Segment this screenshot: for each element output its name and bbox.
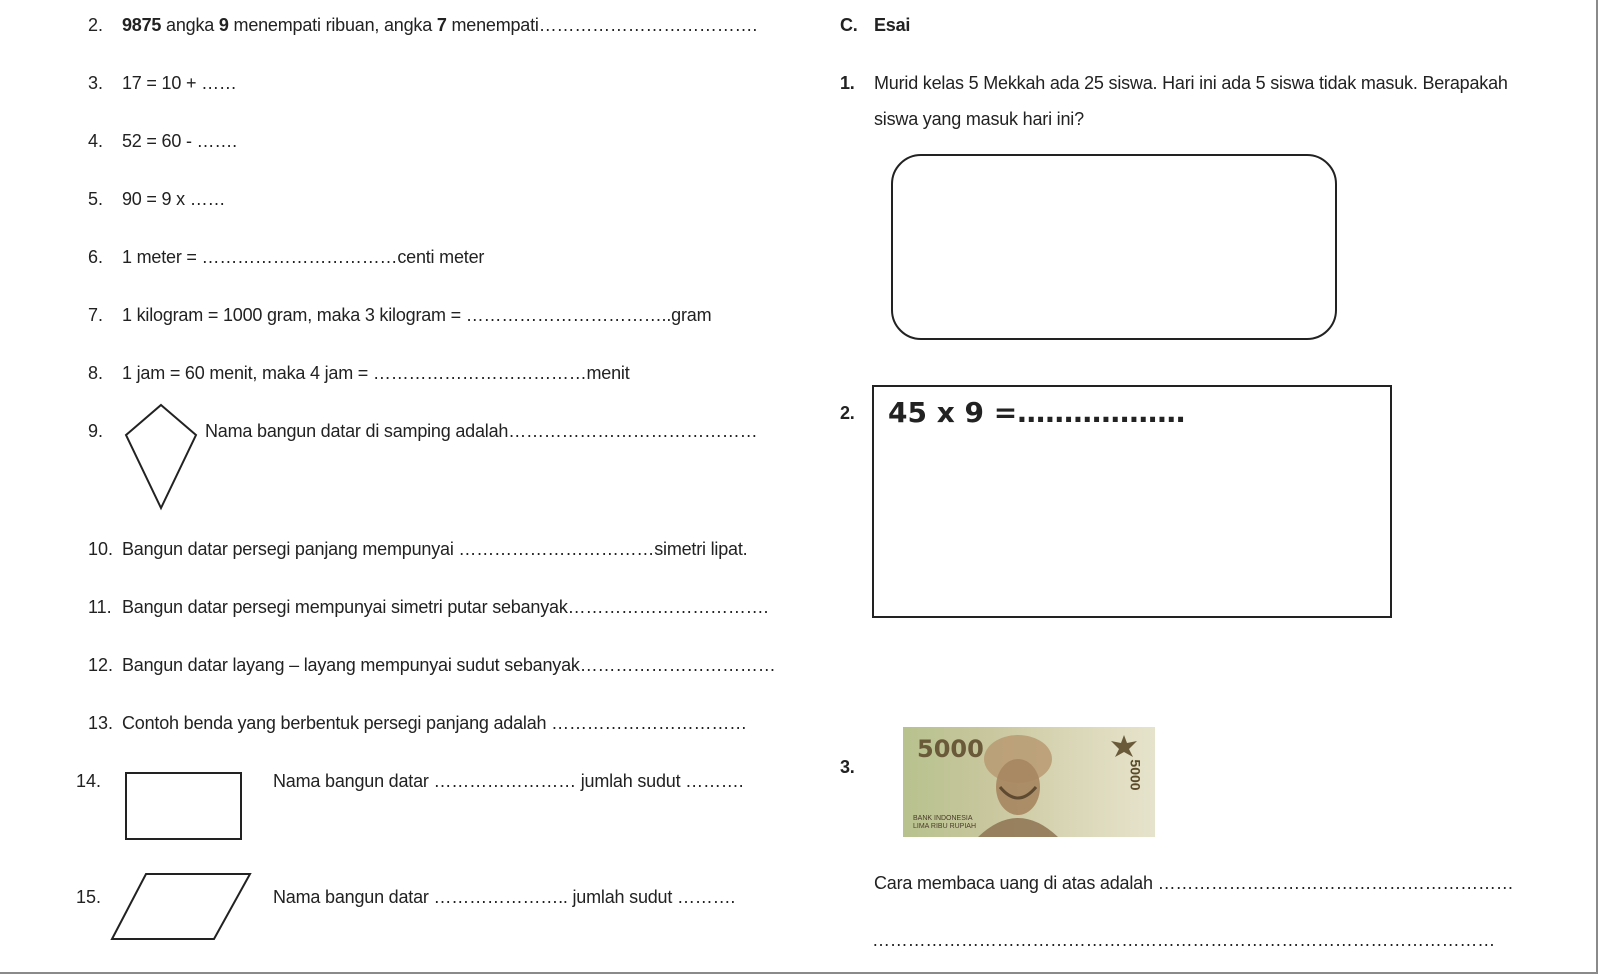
q2-text: [122, 15, 757, 36]
kite-shape-icon: [124, 403, 198, 511]
essay3-line1: Cara membaca uang di atas adalah ……………………………………………………: [874, 873, 1514, 893]
section-title: Esai: [874, 15, 911, 35]
q14-text: Nama bangun datar …………………… jumlah sudut ……….: [273, 771, 744, 791]
q6-text: 1 meter = ……………………………centi meter: [122, 247, 485, 267]
q7-text: 1 kilogram = 1000 gram, maka 3 kilogram = ……………………………..gram: [122, 305, 712, 325]
q11-number: 11.: [88, 597, 112, 617]
q12-text: Bangun datar layang – layang mempunyai sudut sebanyak……………………………: [122, 655, 776, 675]
q8-number: 8.: [88, 363, 104, 383]
q3-number: 3.: [88, 73, 104, 93]
q2-digit-9: 9: [218, 15, 229, 35]
essay3-line2: ……………………………………………………………………………………………: [872, 930, 1496, 950]
q2-part-d: menempati……………………………….: [446, 15, 758, 35]
q15-text: Nama bangun datar ………………….. jumlah sudut ……….: [273, 887, 736, 907]
q2-part-a: angka: [161, 15, 219, 35]
rectangle-shape-icon: [125, 772, 242, 840]
q12-number: 12.: [88, 655, 114, 675]
q9-text: Nama bangun datar di samping adalah……………………………………: [205, 421, 758, 441]
essay1-line2: siswa yang masuk hari ini?: [874, 109, 1084, 129]
essay1-number: 1.: [840, 73, 855, 93]
q3-text: 17 = 10 + ……: [122, 73, 237, 93]
q2-number: 2.: [88, 15, 104, 35]
q13-text: Contoh benda yang berbentuk persegi panjang adalah ……………………………: [122, 713, 747, 733]
q8-text: 1 jam = 60 menit, maka 4 jam = ………………………………menit: [122, 363, 630, 383]
banknote-value-vertical: 5000: [1127, 759, 1144, 791]
q13-number: 13.: [88, 713, 114, 733]
section-letter: C.: [840, 15, 858, 35]
essay1-answer-box[interactable]: [891, 154, 1337, 340]
q5-text: 90 = 9 x ……: [122, 189, 226, 209]
q4-text: 52 = 60 - …….: [122, 131, 237, 151]
q9-number: 9.: [88, 421, 104, 441]
q14-number: 14.: [76, 771, 102, 791]
essay2-number: 2.: [840, 403, 855, 423]
q4-number: 4.: [88, 131, 104, 151]
essay1-line1: Murid kelas 5 Mekkah ada 25 siswa. Hari ini ada 5 siswa tidak masuk. Berapakah: [874, 73, 1508, 93]
banknote-bank-text: BANK INDONESIA LIMA RIBU RUPIAH: [913, 815, 977, 830]
garuda-emblem-icon: [1109, 733, 1139, 759]
q15-number: 15.: [76, 887, 102, 907]
q2-part-c: menempati ribuan, angka: [228, 15, 437, 35]
parallelogram-shape-icon: [110, 872, 252, 942]
banknote-value: 5000: [917, 735, 984, 763]
q2-number-value: 9875: [122, 15, 162, 35]
q11-text: Bangun datar persegi mempunyai simetri putar sebanyak…………………………….: [122, 597, 769, 617]
q10-text: Bangun datar persegi panjang mempunyai ……………………………simetri lipat.: [122, 539, 748, 559]
q10-number: 10.: [88, 539, 114, 559]
q5-number: 5.: [88, 189, 104, 209]
banknote-image: [903, 727, 1155, 837]
q6-number: 6.: [88, 247, 104, 267]
essay3-number: 3.: [840, 757, 855, 777]
q2-digit-7: 7: [436, 15, 447, 35]
q7-number: 7.: [88, 305, 104, 325]
essay2-calculation: 45 x 9 =………………: [888, 396, 1186, 429]
